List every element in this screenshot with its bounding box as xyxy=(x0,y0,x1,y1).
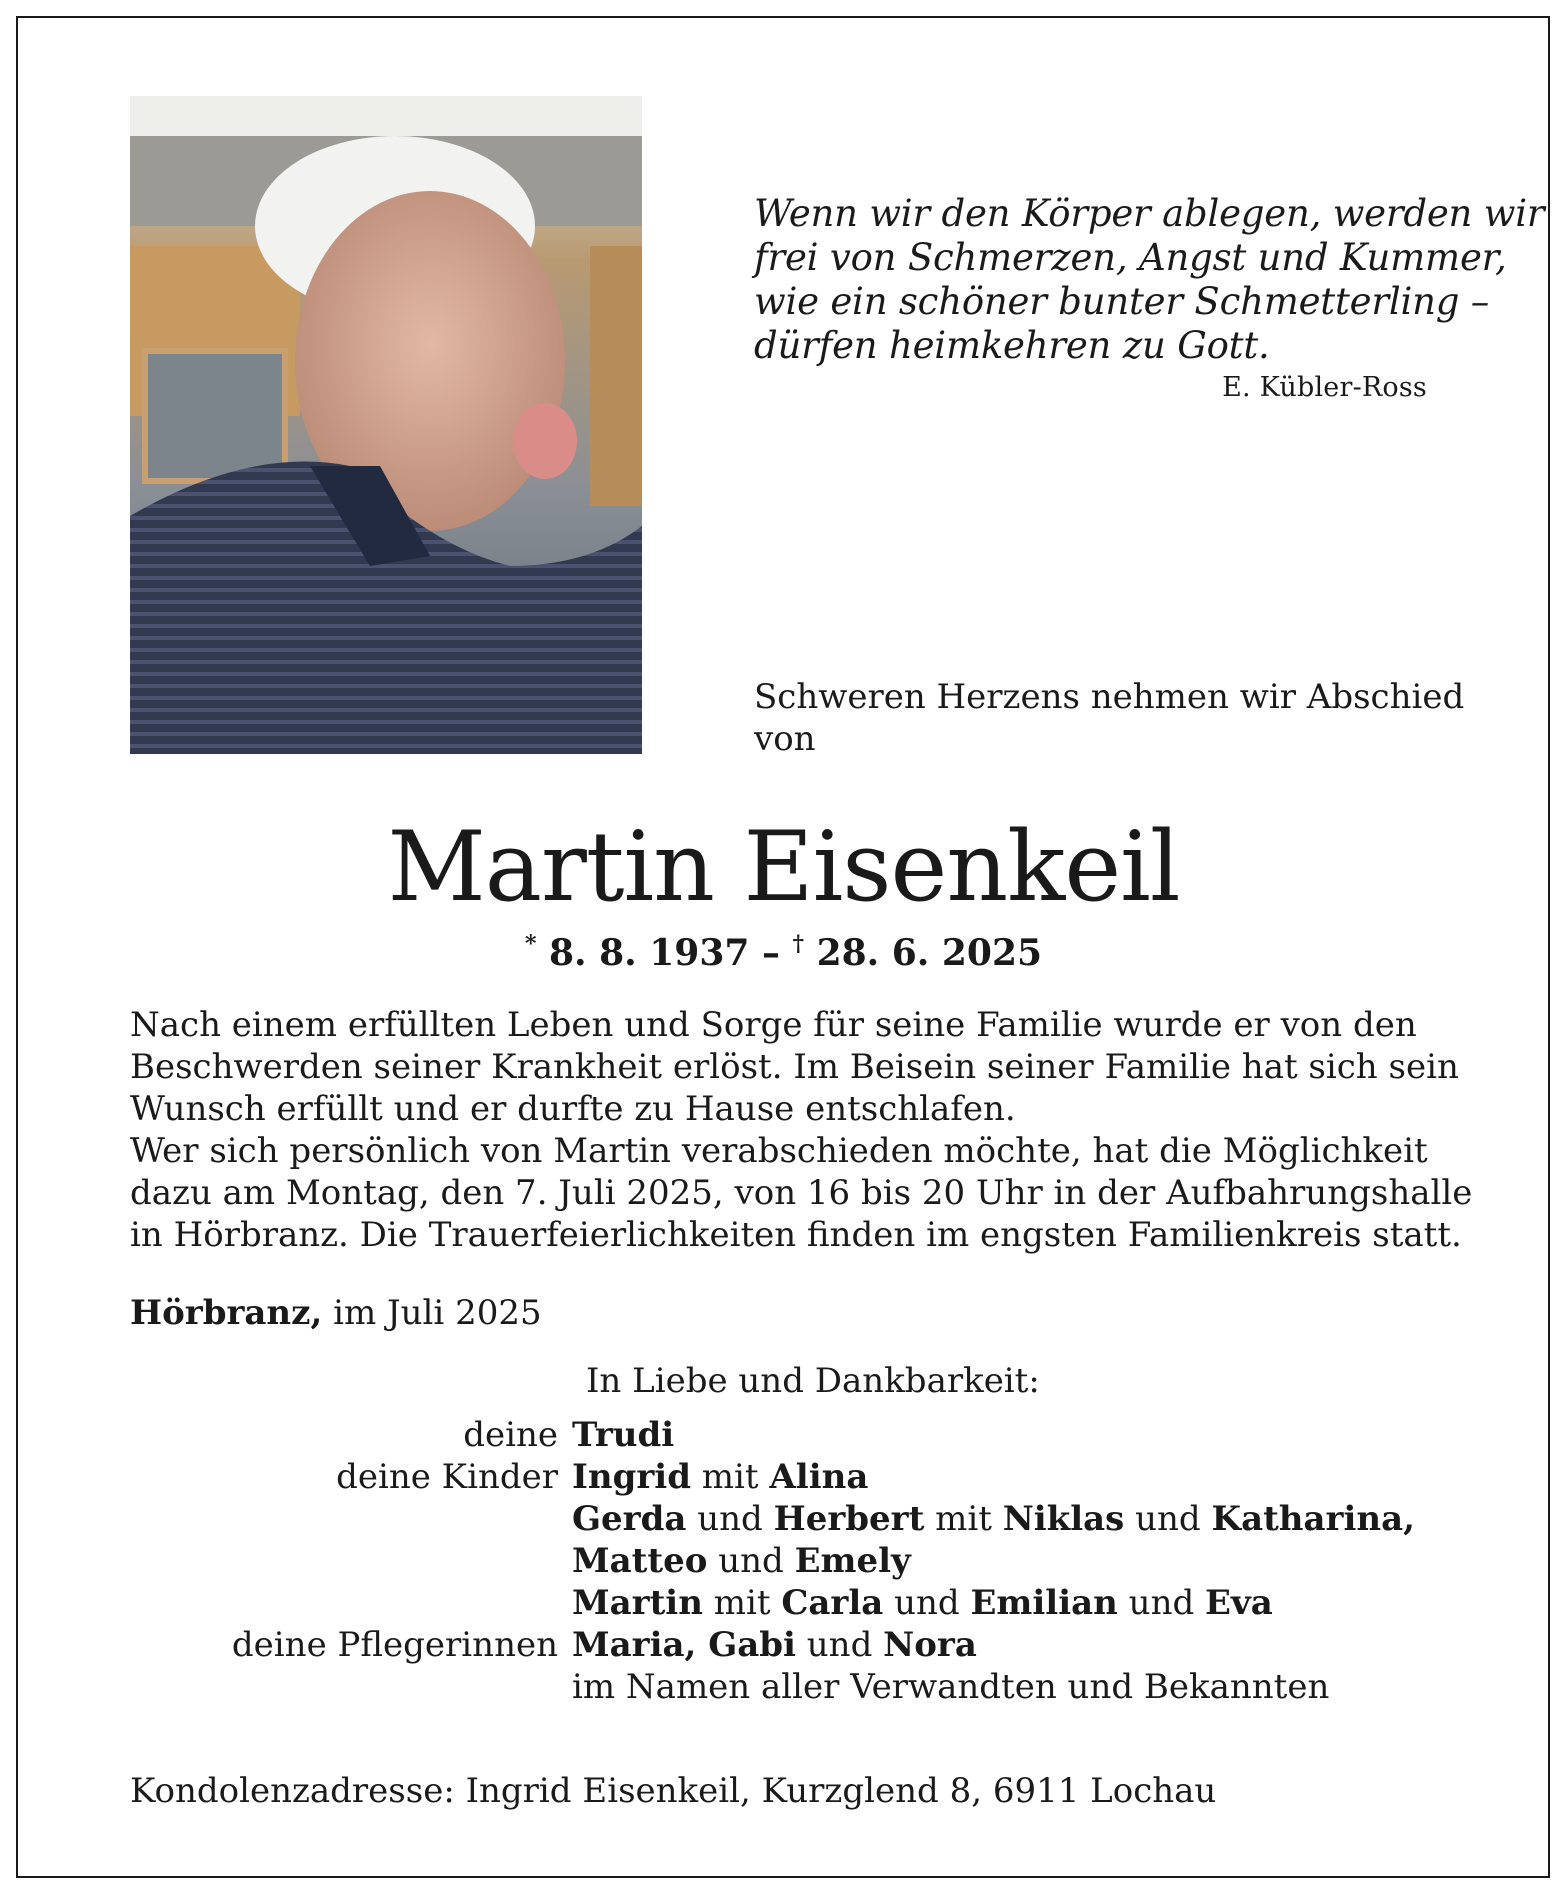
quote-author: E. Kübler-Ross xyxy=(1222,372,1427,403)
mourner-relation: deine Kinder xyxy=(336,1457,558,1497)
mourner-name: Herbert xyxy=(773,1499,925,1539)
date-separator: – xyxy=(749,932,793,974)
intro-text xyxy=(754,676,1465,760)
mourner-name: Nora xyxy=(883,1625,977,1665)
mourner-row xyxy=(130,1498,1450,1540)
mourner-name: Katharina, xyxy=(1211,1499,1415,1539)
mourner-names xyxy=(572,1666,1329,1708)
mourner-connector: und xyxy=(707,1541,795,1581)
birth-symbol: * xyxy=(524,931,537,957)
mourner-name: Emely xyxy=(794,1541,911,1581)
mourner-row xyxy=(130,1624,1450,1666)
intro-line: von xyxy=(754,719,816,759)
mourner-row xyxy=(130,1414,1450,1456)
body-text xyxy=(130,1004,1473,1256)
place-date xyxy=(130,1292,542,1334)
mourner-name: Gerda xyxy=(572,1499,687,1539)
body-line: Wer sich persönlich von Martin verabschieden möchte, hat die Möglichkeit xyxy=(130,1131,1428,1171)
mourner-relation xyxy=(130,1666,572,1708)
life-dates xyxy=(0,922,1567,975)
mourner-name: Niklas xyxy=(1002,1499,1125,1539)
death-date: 28. 6. 2025 xyxy=(816,932,1043,974)
mourner-names xyxy=(572,1624,977,1666)
mourner-row xyxy=(130,1540,1450,1582)
mourner-relation xyxy=(130,1582,572,1624)
date: im Juli 2025 xyxy=(322,1293,542,1333)
mourner-names xyxy=(572,1414,674,1456)
quote xyxy=(754,192,1545,368)
mourner-connector: und xyxy=(1124,1499,1212,1539)
body-line: Nach einem erfüllten Leben und Sorge für seine Familie wurde er von den xyxy=(130,1005,1417,1045)
mourner-connector: mit xyxy=(691,1457,770,1497)
body-line: in Hörbranz. Die Trauerfeierlichkeiten finden im engsten Familienkreis statt. xyxy=(130,1215,1462,1255)
mourner-names xyxy=(572,1498,1415,1540)
mourner-connector: mit xyxy=(924,1499,1003,1539)
mourner-name: Emilian xyxy=(970,1583,1118,1623)
mourner-names xyxy=(572,1456,868,1498)
mourner-name: Matteo xyxy=(572,1541,708,1581)
intro-line: Schweren Herzens nehmen wir Abschied xyxy=(754,677,1465,717)
mourner-names xyxy=(572,1582,1273,1624)
mourner-connector: und xyxy=(795,1625,884,1665)
quote-line: frei von Schmerzen, Angst und Kummer, xyxy=(754,236,1507,279)
mourner-name: Ingrid xyxy=(572,1457,691,1497)
quote-line: wie ein schöner bunter Schmetterling – xyxy=(754,280,1490,323)
deceased-name: Martin Eisenkeil xyxy=(387,811,1180,923)
portrait-photo xyxy=(130,96,642,754)
thanks-heading: In Liebe und Dankbarkeit: xyxy=(586,1361,1040,1401)
place: Hörbranz, xyxy=(130,1293,323,1333)
mourner-relation xyxy=(130,1498,572,1540)
mourner-connector: und xyxy=(686,1499,774,1539)
death-symbol: † xyxy=(792,931,805,957)
body-line: Wunsch erfüllt und er durfte zu Hause entschlafen. xyxy=(130,1089,1016,1129)
birth-date: 8. 8. 1937 xyxy=(549,932,750,974)
body-line: Beschwerden seiner Krankheit erlöst. Im Beisein seiner Familie hat sich sein xyxy=(130,1047,1459,1087)
mourner-name: Carla xyxy=(781,1583,884,1623)
mourner-name: Maria, Gabi xyxy=(572,1625,796,1665)
body-line: dazu am Montag, den 7. Juli 2025, von 16 bis 20 Uhr in der Aufbahrungshalle xyxy=(130,1173,1473,1213)
mourner-row xyxy=(130,1456,1450,1498)
mourner-name: Trudi xyxy=(572,1415,675,1455)
mourner-name: Alina xyxy=(769,1457,869,1497)
mourner-connector: und xyxy=(883,1583,971,1623)
mourner-row xyxy=(130,1666,1450,1708)
mourner-row xyxy=(130,1582,1450,1624)
mourner-name: Martin xyxy=(572,1583,703,1623)
mourner-connector: im Namen aller Verwandten und Bekannten xyxy=(572,1667,1330,1707)
quote-line: Wenn wir den Körper ablegen, werden wir xyxy=(754,192,1545,235)
mourner-connector: und xyxy=(1117,1583,1206,1623)
mourner-relation xyxy=(130,1540,572,1582)
quote-line: dürfen heimkehren zu Gott. xyxy=(754,324,1270,367)
condolence-address: Kondolenzadresse: Ingrid Eisenkeil, Kurzglend 8, 6911 Lochau xyxy=(130,1771,1217,1811)
mourner-relation: deine xyxy=(463,1415,558,1455)
mourner-connector: mit xyxy=(702,1583,782,1623)
mourners-list xyxy=(130,1414,1450,1708)
mourner-name: Eva xyxy=(1205,1583,1273,1623)
mourner-names xyxy=(572,1540,911,1582)
mourner-relation: deine Pflegerinnen xyxy=(231,1625,558,1665)
